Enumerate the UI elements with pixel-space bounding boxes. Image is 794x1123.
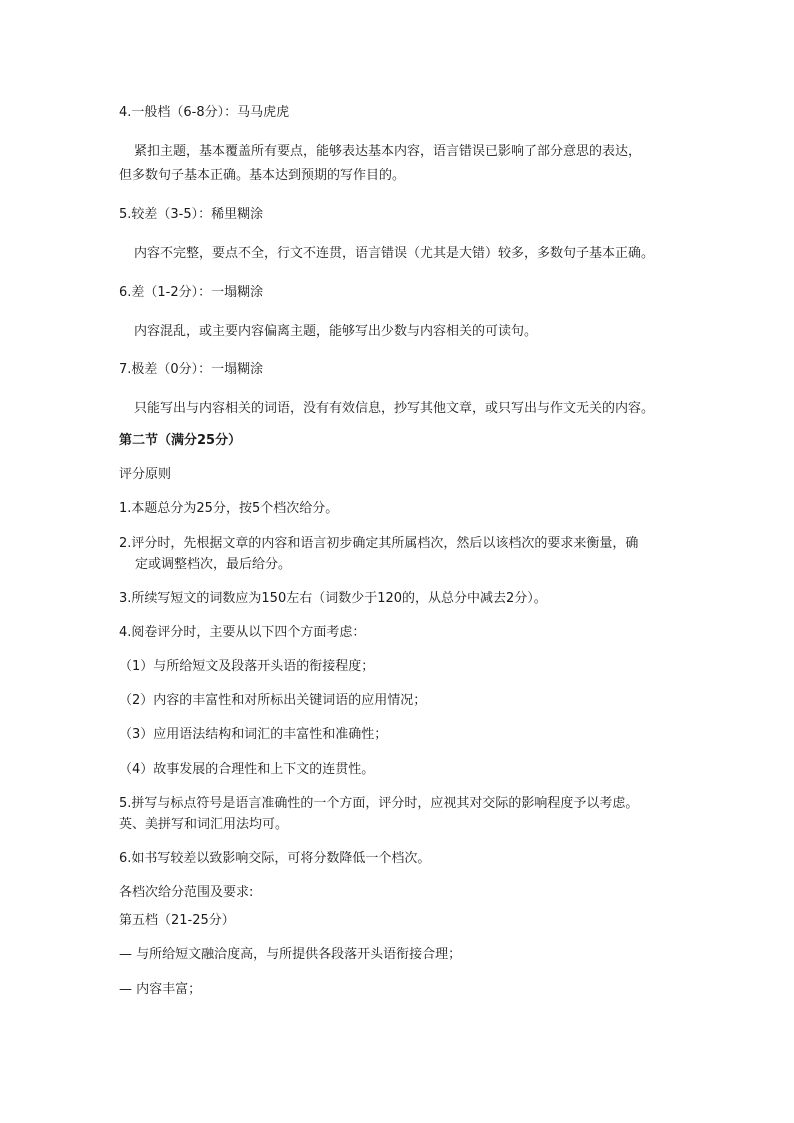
principle-5-line-2: 英、美拼写和词汇用法均可。 (119, 817, 289, 832)
section-2-heading: 第二节（满分25分） (119, 433, 242, 448)
principle-4: 4.阅卷评分时，主要从以下四个方面考虑： (119, 625, 366, 640)
criterion-2: （2）内容的丰富性和对所标出关键词语的应用情况； (119, 693, 427, 708)
level-5th-criterion-1: — 与所给短文融洽度高，与所提供各段落开头语衔接合理； (119, 947, 462, 962)
level-5-desc: 内容不完整，要点不全，行文不连贯，语言错误（尤其是大错）较多，多数句子基本正确。 (134, 246, 655, 261)
level-5-heading: 5.较差（3-5）：稀里糊涂 (119, 207, 264, 222)
principle-2-line-2: 定或调整档次，最后给分。 (135, 557, 292, 572)
principle-1: 1.本题总分为25分，按5个档次给分。 (119, 501, 339, 516)
level-6-desc: 内容混乱，或主要内容偏离主题，能够写出少数与内容相关的可读句。 (134, 324, 538, 339)
level-5th-criterion-2: — 内容丰富； (119, 982, 202, 997)
level-7-heading: 7.极差（0分）：一塌糊涂 (119, 362, 264, 377)
level-4-desc-line-2: 但多数句子基本正确。基本达到预期的写作目的。 (119, 168, 406, 183)
level-5th-heading: 第五档（21-25分） (119, 913, 235, 928)
level-7-desc: 只能写出与内容相关的词语，没有有效信息，抄写其他文章，或只写出与作文无关的内容。 (134, 401, 655, 416)
level-4-heading: 4.一般档（6-8分）：马马虎虎 (119, 105, 290, 120)
levels-heading: 各档次给分范围及要求: (119, 885, 254, 900)
criterion-4: （4）故事发展的合理性和上下文的连贯性。 (119, 762, 375, 777)
principle-5-line-1: 5.拼写与标点符号是语言准确性的一个方面，评分时，应视其对交际的影响程度予以考虑。 (119, 796, 639, 811)
principle-2-line-1: 2.评分时，先根据文章的内容和语言初步确定其所属档次，然后以该档次的要求来衡量，确 (119, 536, 639, 551)
principle-6: 6.如书写较差以致影响交际，可将分数降低一个档次。 (119, 851, 431, 866)
level-6-heading: 6.差（1-2分）：一塌糊涂 (119, 285, 264, 300)
scoring-principles-heading: 评分原则 (119, 467, 172, 482)
principle-3: 3.所续写短文的词数应为150左右（词数少于120的，从总分中减去2分）。 (119, 591, 547, 606)
level-4-desc-line-1: 紧扣主题，基本覆盖所有要点，能够表达基本内容，语言错误已影响了部分意思的表达， (134, 144, 642, 159)
criterion-3: （3）应用语法结构和词汇的丰富性和准确性； (119, 727, 388, 742)
criterion-1: （1）与所给短文及段落开头语的衔接程度； (119, 659, 375, 674)
